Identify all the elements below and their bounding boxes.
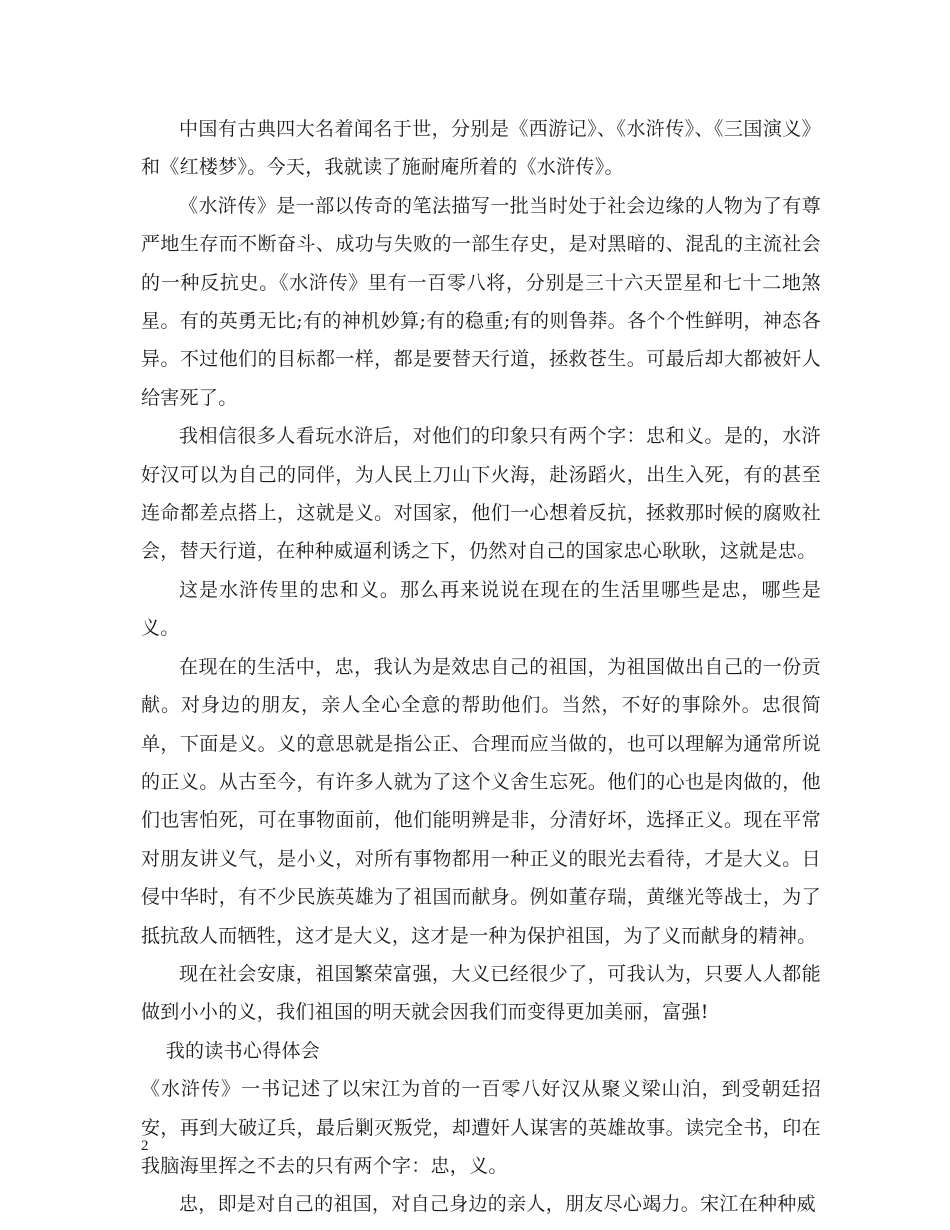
- page-number: 2: [141, 1138, 149, 1154]
- paragraph-second-essay-intro: 《水浒传》一书记述了以宋江为首的一百零八好汉从聚义梁山泊，到受朝廷招安，再到大破辽兵，最后剿灭叛党，却遭奸人谋害的英雄故事。读完全书，印在我脑海里挥之不去的只有两个字：忠，义。: [141, 1078, 821, 1177]
- document-body: [141, 110, 821, 1224]
- paragraph-modern-life: 在现在的生活中，忠，我认为是效忠自己的祖国，为祖国做出自己的一份贡献。对身边的朋友，亲人全心全意的帮助他们。当然，不好的事除外。忠很简单，下面是义。义的意思就是指公正、合理而应当做的，也可以理解为通常所说的正义。从古至今，有许多人就为了这个义舍生忘死。他们的心也是肉做的，他们也害怕死，可在事物面前，他们能明辨是非，分清好坏，选择正义。现在平常对朋友讲义气，是小义，对所有事物都用一种正义的眼光去看待，才是大义。日侵中华时，有不少民族英雄为了祖国而献身。例如董存瑞，黄继光等战士，为了抵抗敌人而牺牲，这才是大义，这才是一种为保护祖国，为了义而献身的精神。: [141, 655, 821, 947]
- paragraph-conclusion: 现在社会安康，祖国繁荣富强，大义已经很少了，可我认为，只要人人都能做到小小的义，我们祖国的明天就会因我们而变得更加美丽，富强!: [141, 962, 821, 1024]
- paragraph-summary: 《水浒传》是一部以传奇的笔法描写一批当时处于社会边缘的人物为了有尊严地生存而不断奋斗、成功与失败的一部生存史，是对黑暗的、混乱的主流社会的一种反抗史。《水浒传》里有一百零八将，分别是三十六天罡星和七十二地煞星。有的英勇无比;有的神机妙算;有的稳重;有的则鲁莽。各个个性鲜明，神态各异。不过他们的目标都一样，都是要替天行道，拯救苍生。可最后却大都被奸人给害死了。: [141, 194, 821, 409]
- section-heading: 我的读书心得体会: [165, 1039, 321, 1062]
- paragraph-intro: 中国有古典四大名着闻名于世，分别是《西游记》、《水浒传》、《三国演义》和《红楼梦》。今天，我就读了施耐庵所着的《水浒传》。: [141, 118, 821, 179]
- paragraph-loyalty-definition: 忠，即是对自己的祖国，对自己身边的亲人，朋友尽心竭力。宋江在种种威: [179, 1193, 816, 1216]
- paragraph-loyalty-righteousness: 我相信很多人看玩水浒后，对他们的印象只有两个字：忠和义。是的，水浒好汉可以为自己的同伴，为人民上刀山下火海，赴汤蹈火，出生入死，有的甚至连命都差点搭上，这就是义。对国家，他们一心想着反抗，拯救那时候的腐败社会，替天行道，在种种威逼利诱之下，仍然对自己的国家忠心耿耿，这就是忠。: [141, 425, 821, 563]
- paragraph-transition: 这是水浒传里的忠和义。那么再来说说在现在的生活里哪些是忠，哪些是义。: [141, 578, 821, 640]
